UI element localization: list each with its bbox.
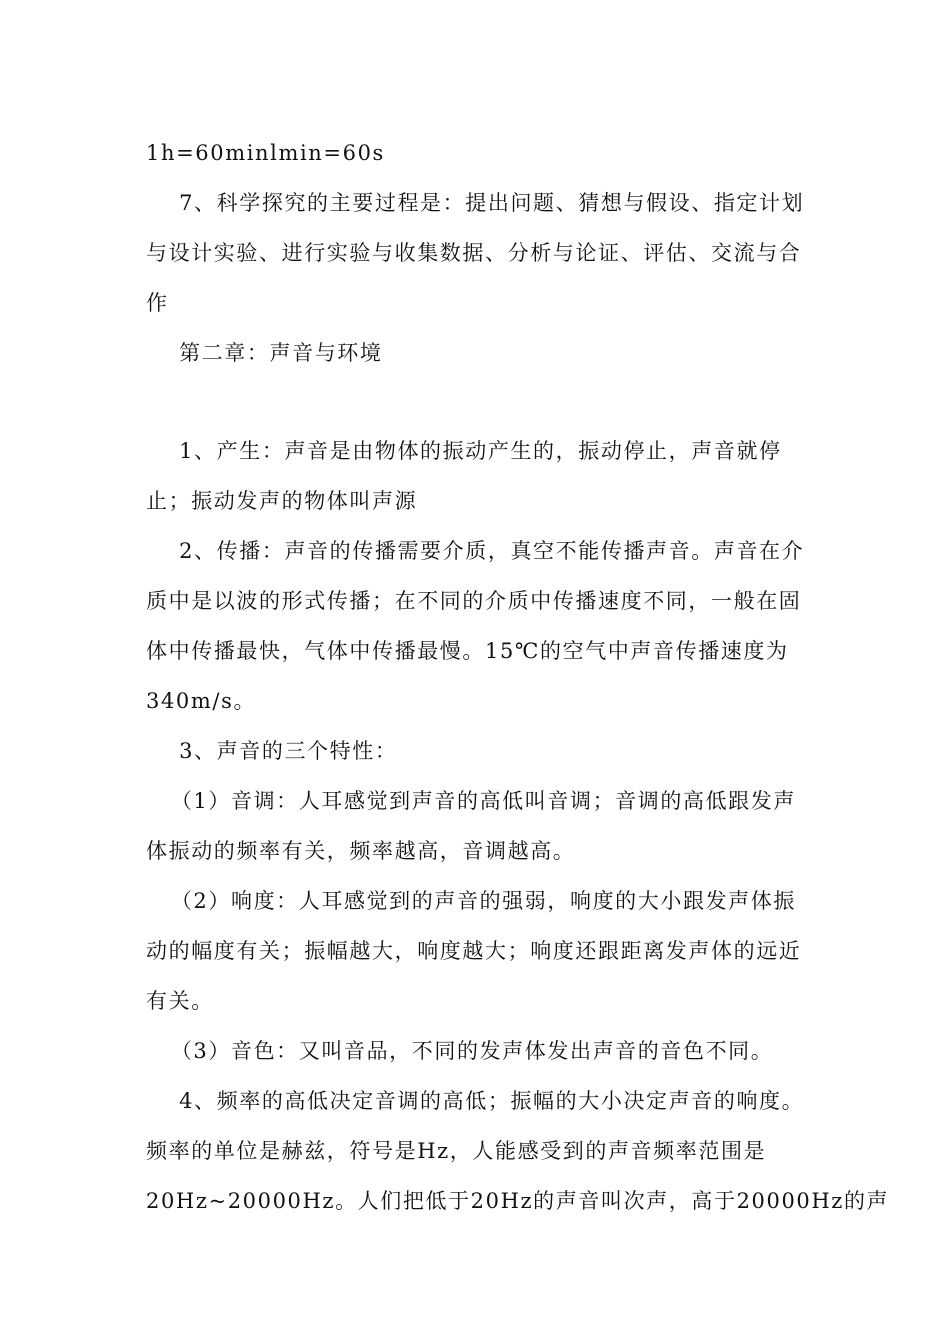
text-line: 3、声音的三个特性： — [146, 739, 398, 763]
text-line: 4、频率的高低决定音调的高低；振幅的大小决定声音的响度。 — [146, 1089, 805, 1113]
text-line: 作 — [146, 291, 169, 315]
text-line: 7、科学探究的主要过程是：提出问题、猜想与假设、指定计划 — [146, 191, 805, 215]
text-line: 质中是以波的形式传播；在不同的介质中传播速度不同，一般在固 — [146, 589, 802, 613]
text-line: 动的幅度有关；振幅越大，响度越大；响度还跟距离发声体的远近 — [146, 939, 802, 963]
text-line: 止；振动发声的物体叫声源 — [146, 489, 418, 513]
text-line: 体振动的频率有关，频率越高，音调越高。 — [146, 839, 576, 863]
text-line: 2、传播：声音的传播需要介质，真空不能传播声音。声音在介 — [146, 539, 805, 563]
text-line: 1、产生：声音是由物体的振动产生的，振动停止，声音就停 — [146, 439, 782, 463]
text-line: （2）响度：人耳感觉到的声音的强弱，响度的大小跟发声体振 — [146, 889, 796, 913]
text-line: （1）音调：人耳感觉到声音的高低叫音调；音调的高低跟发声 — [146, 789, 796, 813]
text-line: 频率的单位是赫兹，符号是Hz，人能感受到的声音频率范围是 — [146, 1139, 767, 1163]
text-line: 1h=60minlmin=60s — [146, 141, 385, 165]
text-line: 与设计实验、进行实验与收集数据、分析与论证、评估、交流与合 — [146, 241, 802, 265]
text-line: 20Hz~20000Hz。人们把低于20Hz的声音叫次声，高于20000Hz的声 — [146, 1189, 890, 1213]
chapter-heading: 第二章：声音与环境 — [146, 341, 383, 365]
text-section-bottom — [146, 426, 890, 1226]
text-line: 340m/s。 — [146, 689, 257, 713]
text-line: （3）音色：又叫音品，不同的发声体发出声音的音色不同。 — [146, 1039, 774, 1063]
text-line: 体中传播最快，气体中传播最慢。15℃的空气中声音传播速度为 — [146, 639, 789, 663]
text-line: 有关。 — [146, 989, 214, 1013]
text-section-top — [146, 128, 809, 378]
